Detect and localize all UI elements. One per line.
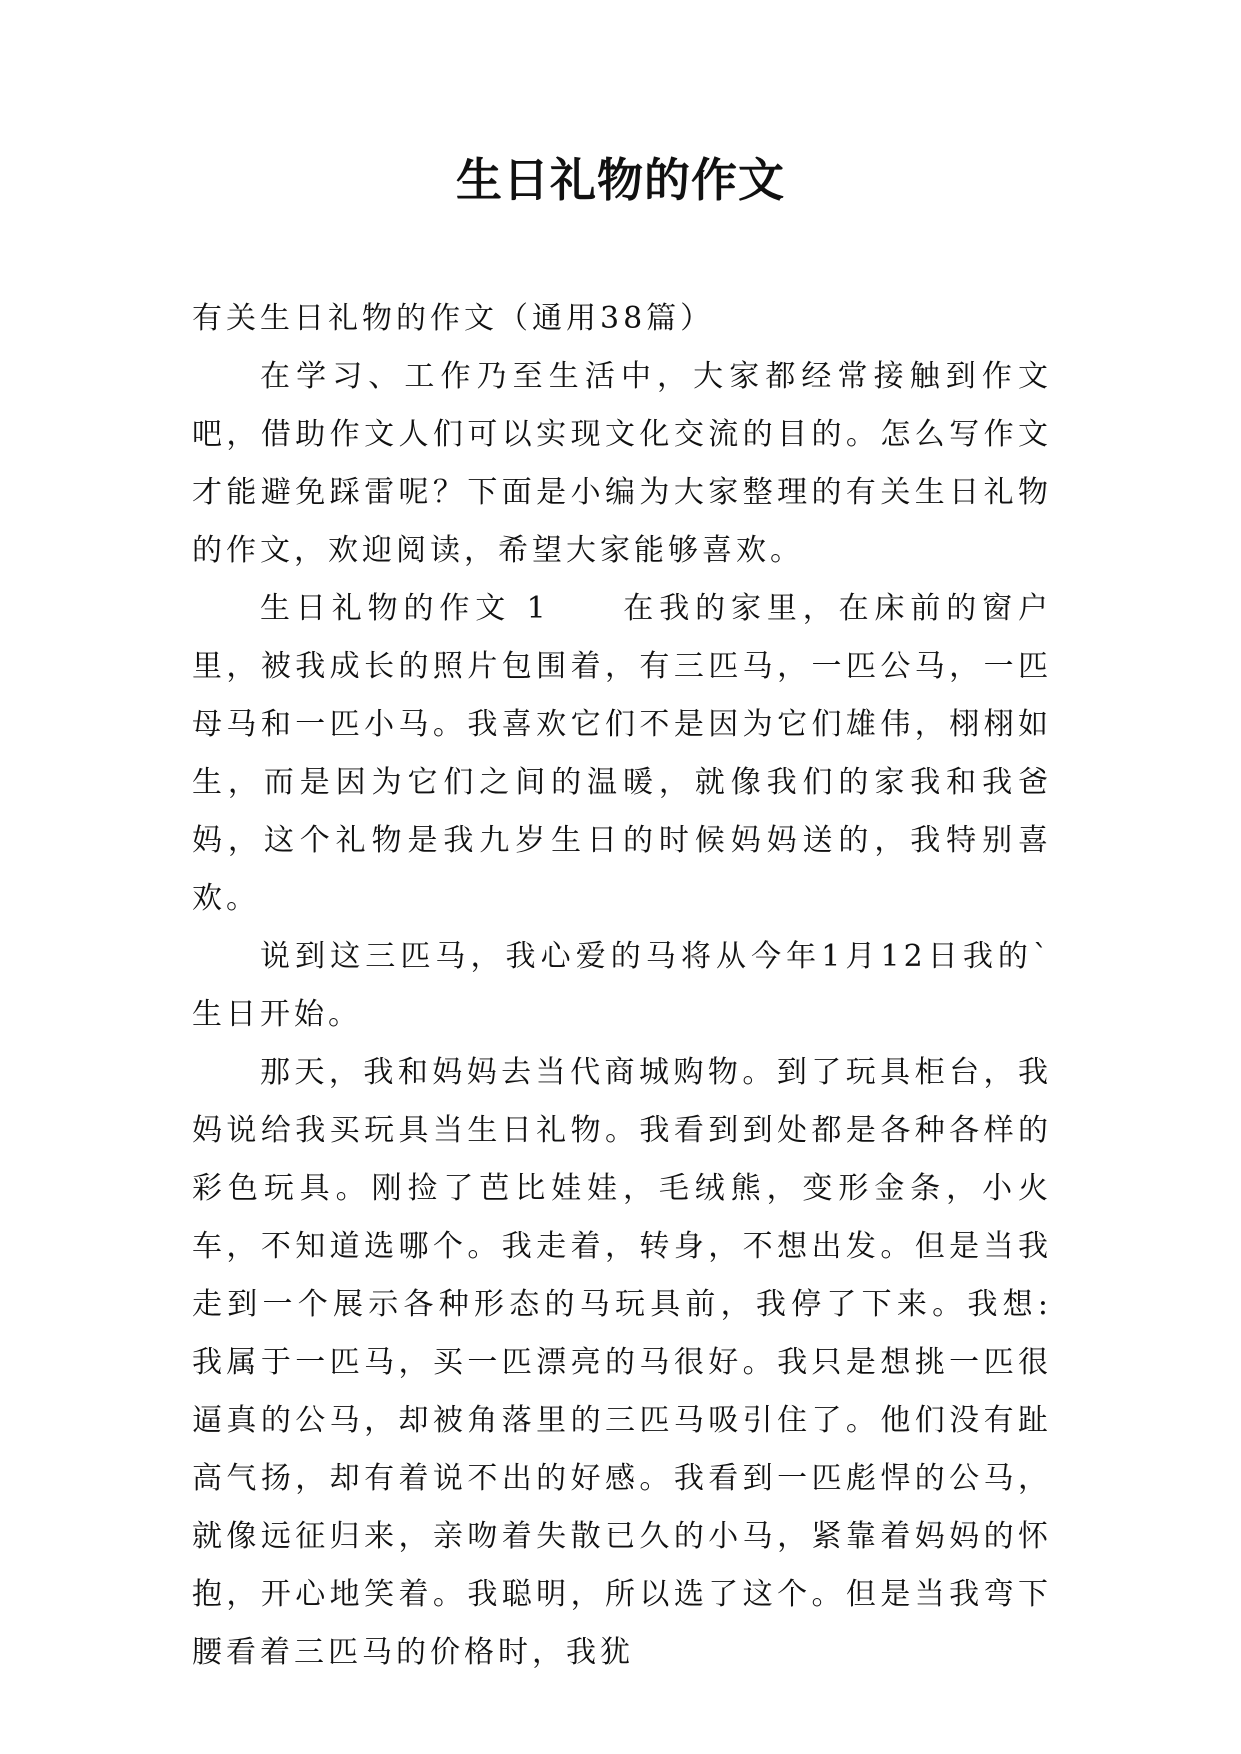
paragraph-essay-1: 生日礼物的作文 1 在我的家里，在床前的窗户里，被我成长的照片包围着，有三匹马，一匹公马，一匹母马和一匹小马。我喜欢它们不是因为它们雄伟，栩栩如生，而是因为它们之间的温暖，就像我们的家我和我爸妈，这个礼物是我九岁生日的时候妈妈送的，我特别喜欢。 (192, 591, 1052, 916)
paragraph-intro: 在学习、工作乃至生活中，大家都经常接触到作文吧，借助作文人们可以实现文化交流的目的。怎么写作文才能避免踩雷呢？下面是小编为大家整理的有关生日礼物的作文，欢迎阅读，希望大家能够喜欢。 (192, 359, 1052, 568)
paragraph-horses-intro: 说到这三匹马，我心爱的马将从今年1月12日我的`生日开始。 (192, 939, 1052, 1032)
document-subtitle: 有关生日礼物的作文（通用38篇） (192, 301, 715, 336)
paragraph-shopping: 那天，我和妈妈去当代商城购物。到了玩具柜台，我妈说给我买玩具当生日礼物。我看到到处都是各种各样的彩色玩具。刚捡了芭比娃娃，毛绒熊，变形金条，小火车，不知道选哪个。我走着，转身，不想出发。但是当我走到一个展示各种形态的马玩具前，我停了下来。我想:我属于一匹马，买一匹漂亮的马很好。我只是想挑一匹很逼真的公马，却被角落里的三匹马吸引住了。他们没有趾高气扬，却有着说不出的好感。我看到一匹彪悍的公马，就像远征归来，亲吻着失散已久的小马，紧靠着妈妈的怀抱，开心地笑着。我聪明，所以选了这个。但是当我弯下腰看着三匹马的价格时，我犹 (192, 1055, 1052, 1670)
document-title: 生日礼物的作文 (456, 153, 785, 207)
document-body (192, 290, 1052, 1682)
